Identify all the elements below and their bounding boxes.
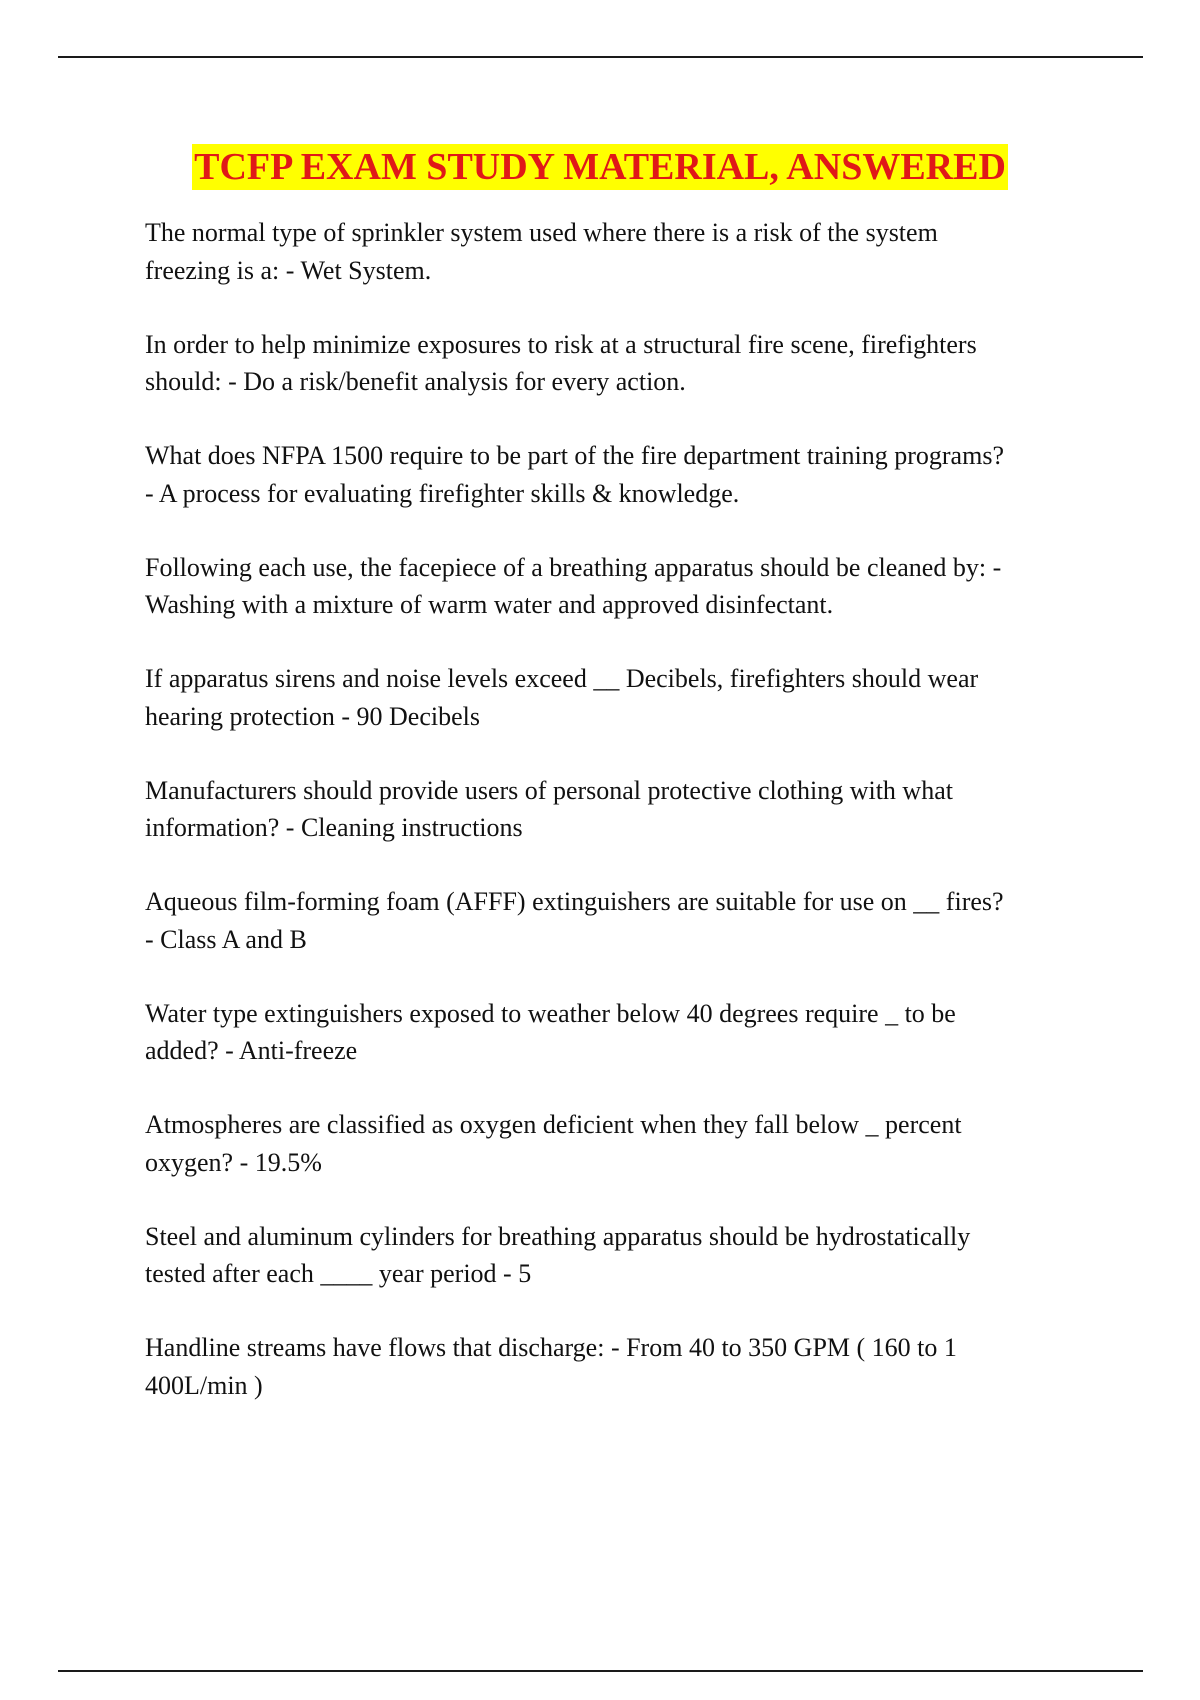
qa-item	[145, 437, 1090, 512]
qa-line: information? - Cleaning instructions	[145, 813, 523, 842]
qa-line: oxygen? - 19.5%	[145, 1147, 322, 1177]
qa-line: Atmospheres are classified as oxygen deficient when they fall below _ percent	[145, 1110, 962, 1139]
qa-line: added? - Anti-freeze	[145, 1036, 358, 1065]
qa-item	[145, 1329, 1090, 1404]
document-title: TCFP EXAM STUDY MATERIAL, ANSWERED	[194, 146, 1006, 188]
qa-line: freezing is a: - Wet System.	[145, 255, 432, 285]
qa-list	[145, 214, 1090, 1441]
top-rule	[58, 56, 1143, 58]
qa-line: Handline streams have flows that discharge: - From 40 to 350 GPM ( 160 to 1	[145, 1333, 957, 1362]
qa-line: tested after each ____ year period - 5	[145, 1259, 532, 1288]
qa-line: 400L/min )	[145, 1370, 263, 1400]
qa-item	[145, 1106, 1090, 1181]
qa-line: In order to help minimize exposures to risk at a structural fire scene, firefighters	[145, 329, 977, 359]
qa-line: The normal type of sprinkler system used where there is a risk of the system	[145, 218, 938, 247]
qa-item	[145, 772, 1090, 847]
qa-item	[145, 549, 1090, 624]
qa-line: Washing with a mixture of warm water and approved disinfectant.	[145, 590, 834, 619]
qa-line: should: - Do a risk/benefit analysis for every action.	[145, 367, 686, 396]
qa-item	[145, 883, 1090, 958]
qa-line: What does NFPA 1500 require to be part of the fire department training programs?	[145, 441, 1004, 470]
qa-line: If apparatus sirens and noise levels exceed __ Decibels, firefighters should wear	[145, 664, 979, 693]
qa-line: Water type extinguishers exposed to weather below 40 degrees require _ to be	[145, 998, 956, 1028]
qa-item	[145, 214, 1090, 289]
bottom-rule	[58, 1670, 1143, 1672]
qa-line: Steel and aluminum cylinders for breathing apparatus should be hydrostatically	[145, 1221, 971, 1251]
qa-line: - Class A and B	[145, 924, 307, 954]
qa-line: Following each use, the facepiece of a breathing apparatus should be cleaned by: -	[145, 552, 1002, 582]
title-container	[0, 144, 1200, 190]
qa-line: Aqueous film-forming foam (AFFF) extinguishers are suitable for use on __ fires?	[145, 887, 1004, 916]
qa-item	[145, 995, 1090, 1070]
qa-line: - A process for evaluating firefighter skills & knowledge.	[145, 478, 740, 508]
qa-item	[145, 326, 1090, 401]
qa-line: Manufacturers should provide users of personal protective clothing with what	[145, 775, 953, 805]
qa-line: hearing protection - 90 Decibels	[145, 701, 480, 731]
qa-item	[145, 660, 1090, 735]
qa-item	[145, 1218, 1090, 1293]
